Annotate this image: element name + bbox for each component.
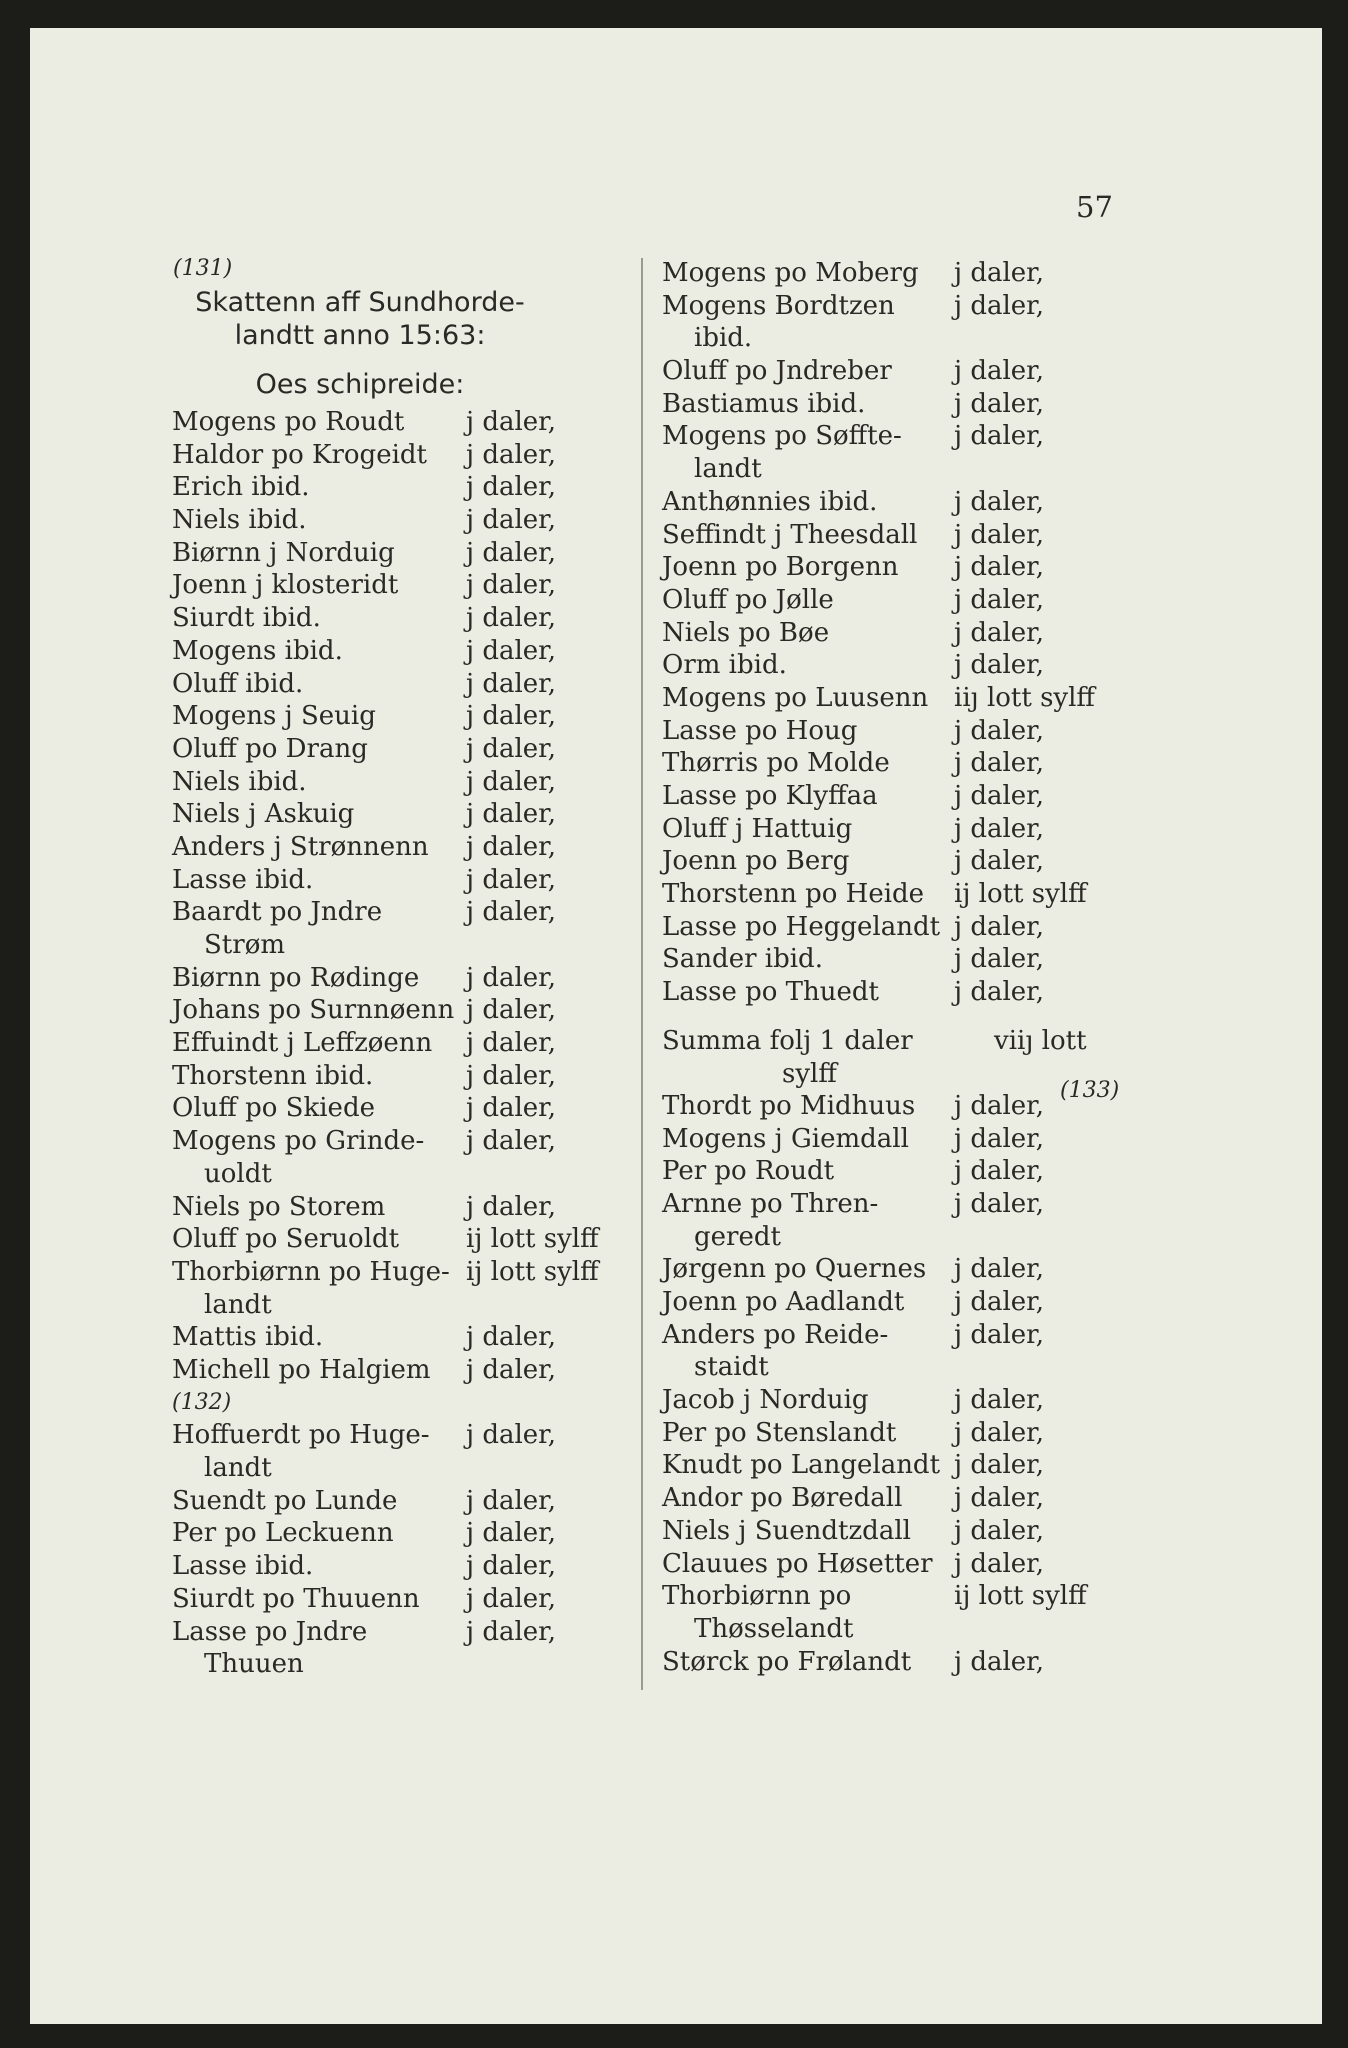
reference-132: (132) <box>172 1389 232 1415</box>
entry-name-text: Johans po Surnnøenn <box>172 995 455 1026</box>
entry-amount: j daler, <box>954 584 1045 615</box>
entry-name <box>662 1188 878 1253</box>
summa-label-line2: sylff <box>782 1058 837 1089</box>
entry-name-text: Thorbiørnn po Huge- <box>172 1256 450 1287</box>
entry-amount: j daler, <box>954 1646 1045 1677</box>
entry-name-text: Niels j Suendtzdall <box>662 1515 911 1546</box>
entry-name-text: Andor po Børedall <box>662 1483 903 1514</box>
entry-amount: j daler, <box>466 864 557 895</box>
page-number: 57 <box>1076 190 1113 224</box>
entry-name <box>662 584 834 617</box>
entry-name <box>662 355 892 388</box>
entry-amount: j daler, <box>466 1191 557 1222</box>
entry-name-text: Niels ibid. <box>172 766 307 797</box>
entry-amount: j daler, <box>954 715 1045 746</box>
entry-name <box>172 864 313 897</box>
entry-amount: j daler, <box>954 1515 1045 1546</box>
entry-name <box>662 420 902 485</box>
entry-amount: j daler, <box>954 748 1045 779</box>
entry-amount: j daler, <box>466 1518 557 1549</box>
entry-name <box>172 1550 313 1583</box>
entry-name <box>172 700 376 733</box>
entry-name <box>172 766 307 799</box>
entry-name <box>662 1253 926 1286</box>
entry-name-continuation: Thøsselandt <box>694 1613 854 1644</box>
entry-amount: j daler, <box>466 1583 557 1614</box>
entry-name <box>172 1027 432 1060</box>
entry-name <box>662 617 829 650</box>
entry-amount: j daler, <box>466 407 557 437</box>
entry-name-text: Mogens Bordtzen <box>662 290 895 321</box>
entry-name-text: Lasse po Houg <box>662 715 858 746</box>
entry-name-text: Biørnn j Norduig <box>172 537 395 568</box>
entry-name-text: Mogens po Moberg <box>662 258 919 288</box>
document-page <box>30 28 1322 2024</box>
entry-name-text: Baardt po Jndre <box>172 897 383 928</box>
entry-name <box>662 290 895 355</box>
entry-amount: j daler, <box>954 519 1045 550</box>
entry-amount: j daler, <box>954 1319 1045 1350</box>
entry-name <box>662 747 890 780</box>
entry-name-text: Thørris po Molde <box>662 748 890 779</box>
entry-name <box>662 1449 940 1482</box>
entry-name-text: Niels j Askuig <box>172 799 355 830</box>
entry-name <box>662 715 857 748</box>
entry-name-text: Joenn j klosteridt <box>172 570 399 601</box>
entry-amount: j daler, <box>954 1286 1045 1317</box>
entry-name-text: Joenn po Aadlandt <box>662 1286 905 1317</box>
entry-name <box>172 1223 399 1256</box>
entry-name <box>172 439 427 472</box>
entry-name-text: Knudt po Langelandt <box>662 1450 941 1481</box>
entry-name <box>662 519 917 552</box>
entry-name-text: Størck po Frølandt <box>662 1646 912 1677</box>
entry-name <box>172 635 343 668</box>
entry-name-text: Anthønnies ibid. <box>662 486 878 517</box>
entry-name-text: Mogens ibid. <box>172 635 343 666</box>
entry-amount: ij lott sylff <box>954 1581 1087 1612</box>
entry-name-text: Mattis ibid. <box>172 1322 324 1353</box>
entry-name-continuation: landt <box>694 454 762 485</box>
entry-name-text: Niels po Bøe <box>662 617 830 648</box>
entry-amount: j daler, <box>466 668 557 699</box>
entry-name-continuation: uoldt <box>204 1158 272 1189</box>
entry-name-text: Oluff po Jndreber <box>662 356 892 387</box>
entry-name <box>172 1354 431 1387</box>
entry-name-text: Lasse ibid. <box>172 864 314 895</box>
entry-name-text: Effuindt j Leffzøenn <box>172 1028 433 1059</box>
title-line-1: Skattenn aff Sundhorde- <box>195 287 525 318</box>
reference-133: (133) <box>1060 1078 1120 1103</box>
entry-amount: j daler, <box>954 781 1045 812</box>
entry-name-text: Thorstenn ibid. <box>172 1060 374 1091</box>
entry-name <box>662 1515 911 1548</box>
entry-amount: ij lott sylff <box>954 879 1087 910</box>
entry-amount: j daler, <box>466 1354 557 1385</box>
entry-amount: j daler, <box>466 1028 557 1059</box>
entry-name <box>662 486 877 519</box>
entry-name-continuation: geredt <box>694 1221 781 1252</box>
entry-name-text: Thordt po Midhuus <box>662 1090 916 1121</box>
entry-name-text: Thorstenn po Heide <box>662 879 925 910</box>
entry-amount: j daler, <box>954 1156 1045 1187</box>
entry-amount: j daler, <box>954 1483 1045 1514</box>
entry-name <box>172 1321 323 1354</box>
entry-name <box>172 1125 424 1190</box>
entry-name-text: Sander ibid. <box>662 944 823 975</box>
entry-name-text: Mogens j Seuig <box>172 701 376 732</box>
entry-name <box>172 602 321 635</box>
entry-name <box>172 896 382 961</box>
entry-name-text: Oluff po Drang <box>172 733 368 764</box>
entry-amount: j daler, <box>466 701 557 732</box>
entry-name-text: Mogens po Grinde- <box>172 1126 425 1157</box>
entry-amount: j daler, <box>954 1548 1045 1579</box>
entry-name-text: Per po Roudt <box>662 1156 835 1187</box>
entry-name-text: Jørgenn po Quernes <box>662 1254 927 1285</box>
entry-amount: j daler, <box>954 846 1045 877</box>
entry-name-text: Oluff po Seruoldt <box>172 1224 400 1255</box>
entry-name <box>662 1155 834 1188</box>
entry-name <box>662 976 879 1009</box>
entry-amount: j daler, <box>466 603 557 634</box>
entry-amount: j daler, <box>466 570 557 601</box>
entry-name <box>172 798 354 831</box>
entry-amount: j daler, <box>466 472 557 503</box>
entry-amount: j daler, <box>954 552 1045 583</box>
entry-amount: j daler, <box>954 1188 1045 1219</box>
entry-name-text: Arnne po Thren- <box>662 1188 879 1219</box>
entry-amount: j daler, <box>954 617 1045 648</box>
entry-name-text: Erich ibid. <box>172 472 310 503</box>
title-line-2: landtt anno 15:63: <box>234 320 486 351</box>
section-heading: Oes schipreide: <box>255 369 465 400</box>
entry-name-text: Bastiamus ibid. <box>662 388 866 419</box>
entry-name <box>662 257 919 290</box>
entry-amount: j daler, <box>466 766 557 797</box>
entry-amount: j daler, <box>954 977 1045 1008</box>
column-divider <box>641 258 643 1690</box>
entry-name-text: Michell po Halgiem <box>172 1354 431 1385</box>
entry-name-text: Anders j Strønnenn <box>172 831 429 862</box>
entry-name <box>662 1384 869 1417</box>
document-title <box>160 286 560 352</box>
entry-name-text: Oluff po Jølle <box>662 584 834 615</box>
entry-name-text: Siurdt ibid. <box>172 603 321 634</box>
entry-name <box>172 1485 397 1518</box>
entry-name <box>172 1092 375 1125</box>
summa-label <box>662 1025 913 1090</box>
entry-name <box>662 1417 896 1450</box>
entry-name-text: Lasse po Jndre <box>172 1616 368 1647</box>
entry-name-text: Niels ibid. <box>172 505 307 536</box>
entry-name <box>662 780 878 813</box>
entry-name-text: Lasse po Heggelandt <box>662 911 941 942</box>
entry-name-text: Jacob j Norduig <box>662 1385 869 1416</box>
entry-name <box>172 569 398 602</box>
entry-name <box>172 504 307 537</box>
entry-amount: j daler, <box>466 1420 557 1451</box>
entry-name-text: Mogens j Giemdall <box>662 1123 909 1154</box>
entry-name <box>172 994 454 1027</box>
entry-name <box>172 1256 450 1321</box>
entry-name-text: Lasse ibid. <box>172 1551 314 1582</box>
entry-amount: j daler, <box>466 897 557 928</box>
entry-name <box>172 668 303 701</box>
entry-amount: j daler, <box>954 1417 1045 1448</box>
entry-amount: j daler, <box>954 388 1045 419</box>
entry-name-text: Suendt po Lunde <box>172 1485 398 1516</box>
entry-name-continuation: landt <box>204 1289 272 1320</box>
entry-amount: j daler, <box>466 635 557 666</box>
entry-amount: j daler, <box>466 995 557 1026</box>
entry-amount: j daler, <box>954 1450 1045 1481</box>
entry-name <box>662 878 924 911</box>
entry-amount: j daler, <box>466 962 557 993</box>
entry-name <box>662 943 823 976</box>
entry-name <box>662 1286 904 1319</box>
entry-name <box>662 551 899 584</box>
entry-amount: j daler, <box>466 505 557 536</box>
entry-amount: j daler, <box>954 290 1045 321</box>
entry-name-text: Oluff j Hattuig <box>662 813 853 844</box>
reference-131: (131) <box>173 256 233 281</box>
entry-name <box>662 682 928 715</box>
entry-name-text: Thorbiørnn po <box>662 1581 852 1612</box>
entry-name <box>662 1646 911 1679</box>
entry-amount: ij lott sylff <box>466 1256 599 1287</box>
entry-name <box>172 537 395 570</box>
entry-amount: j daler, <box>466 1551 557 1582</box>
entry-name <box>172 831 429 864</box>
entry-name-text: Oluff ibid. <box>172 668 304 699</box>
entry-name-text: Oluff po Skiede <box>172 1093 375 1124</box>
entry-amount: j daler, <box>954 1254 1045 1285</box>
entry-amount: j daler, <box>954 258 1045 288</box>
entry-amount: j daler, <box>466 799 557 830</box>
entry-name <box>662 388 865 421</box>
entry-name <box>662 1123 909 1156</box>
entry-amount: j daler, <box>954 944 1045 975</box>
entry-amount: j daler, <box>466 1616 557 1647</box>
entry-name <box>172 471 309 504</box>
entry-name-text: Siurdt po Thuuenn <box>172 1583 420 1614</box>
entry-amount: j daler, <box>466 439 557 470</box>
entry-amount: j daler, <box>954 1090 1045 1121</box>
entry-name-continuation: Thuuen <box>204 1649 304 1680</box>
entry-amount: j daler, <box>954 650 1045 681</box>
entry-name-text: Hoffuerdt po Huge- <box>172 1420 430 1451</box>
entry-name-text: Haldor po Krogeidt <box>172 439 427 470</box>
entry-name-text: Mogens po Søffte- <box>662 421 902 452</box>
entry-amount: j daler, <box>954 1123 1045 1154</box>
entry-name-text: Anders po Reide- <box>662 1319 889 1350</box>
entry-amount: ij lott sylff <box>466 1224 599 1255</box>
entry-name-text: Clauues po Høsetter <box>662 1548 933 1579</box>
entry-name <box>662 813 852 846</box>
entry-name <box>662 1319 888 1384</box>
entry-name <box>172 1060 373 1093</box>
entry-amount: j daler, <box>954 356 1045 387</box>
entry-amount: j daler, <box>466 1485 557 1516</box>
entry-name <box>662 649 787 682</box>
entry-amount: j daler, <box>466 831 557 862</box>
entry-name-text: Lasse po Thuedt <box>662 977 879 1008</box>
entry-name-text: Mogens po Luusenn <box>662 682 929 713</box>
entry-name <box>172 1517 394 1550</box>
entry-name-text: Biørnn po Rødinge <box>172 962 420 993</box>
entry-name <box>662 845 849 878</box>
entry-name <box>172 962 419 995</box>
entry-name-continuation: Strøm <box>204 930 285 961</box>
entry-name-text: Joenn po Borgenn <box>662 552 899 583</box>
entry-amount: j daler, <box>466 1093 557 1124</box>
entry-name-text: Orm ibid. <box>662 650 787 681</box>
entry-name-text: Niels po Storem <box>172 1191 386 1222</box>
entry-name <box>662 1580 853 1645</box>
entry-amount: j daler, <box>466 1126 557 1157</box>
entry-name <box>662 1090 915 1123</box>
summa-label-line1: Summa folj 1 daler <box>662 1025 913 1056</box>
entry-name <box>172 406 404 439</box>
entry-name <box>172 1583 420 1616</box>
entry-name <box>662 911 940 944</box>
entry-name <box>172 1191 385 1224</box>
entry-amount: j daler, <box>466 733 557 764</box>
entry-name <box>662 1548 933 1581</box>
entry-amount: j daler, <box>954 813 1045 844</box>
entry-amount: j daler, <box>466 1060 557 1091</box>
entry-name-text: Mogens po Roudt <box>172 407 405 437</box>
entry-amount: j daler, <box>954 421 1045 452</box>
entry-amount: j daler, <box>466 1322 557 1353</box>
entry-name-text: Seffindt j Theesdall <box>662 519 918 550</box>
entry-name-continuation: landt <box>204 1453 272 1484</box>
entry-name <box>172 733 368 766</box>
entry-name <box>662 1482 902 1515</box>
entry-name-text: Lasse po Klyffaa <box>662 781 878 812</box>
entry-name-text: Per po Leckuenn <box>172 1518 394 1549</box>
entry-name-continuation: ibid. <box>694 323 753 354</box>
entry-name-text: Joenn po Berg <box>662 846 850 877</box>
entry-amount: j daler, <box>954 911 1045 942</box>
summa-amount: viiȷ lott <box>994 1025 1087 1056</box>
entry-amount: j daler, <box>954 1385 1045 1416</box>
entry-name <box>172 1419 430 1484</box>
entry-amount: j daler, <box>954 486 1045 517</box>
entry-amount: iiȷ lott sylff <box>954 682 1095 713</box>
entry-name <box>172 1616 367 1681</box>
entry-amount: j daler, <box>466 537 557 568</box>
entry-name-text: Per po Stenslandt <box>662 1417 897 1448</box>
entry-name-continuation: staidt <box>694 1352 769 1383</box>
